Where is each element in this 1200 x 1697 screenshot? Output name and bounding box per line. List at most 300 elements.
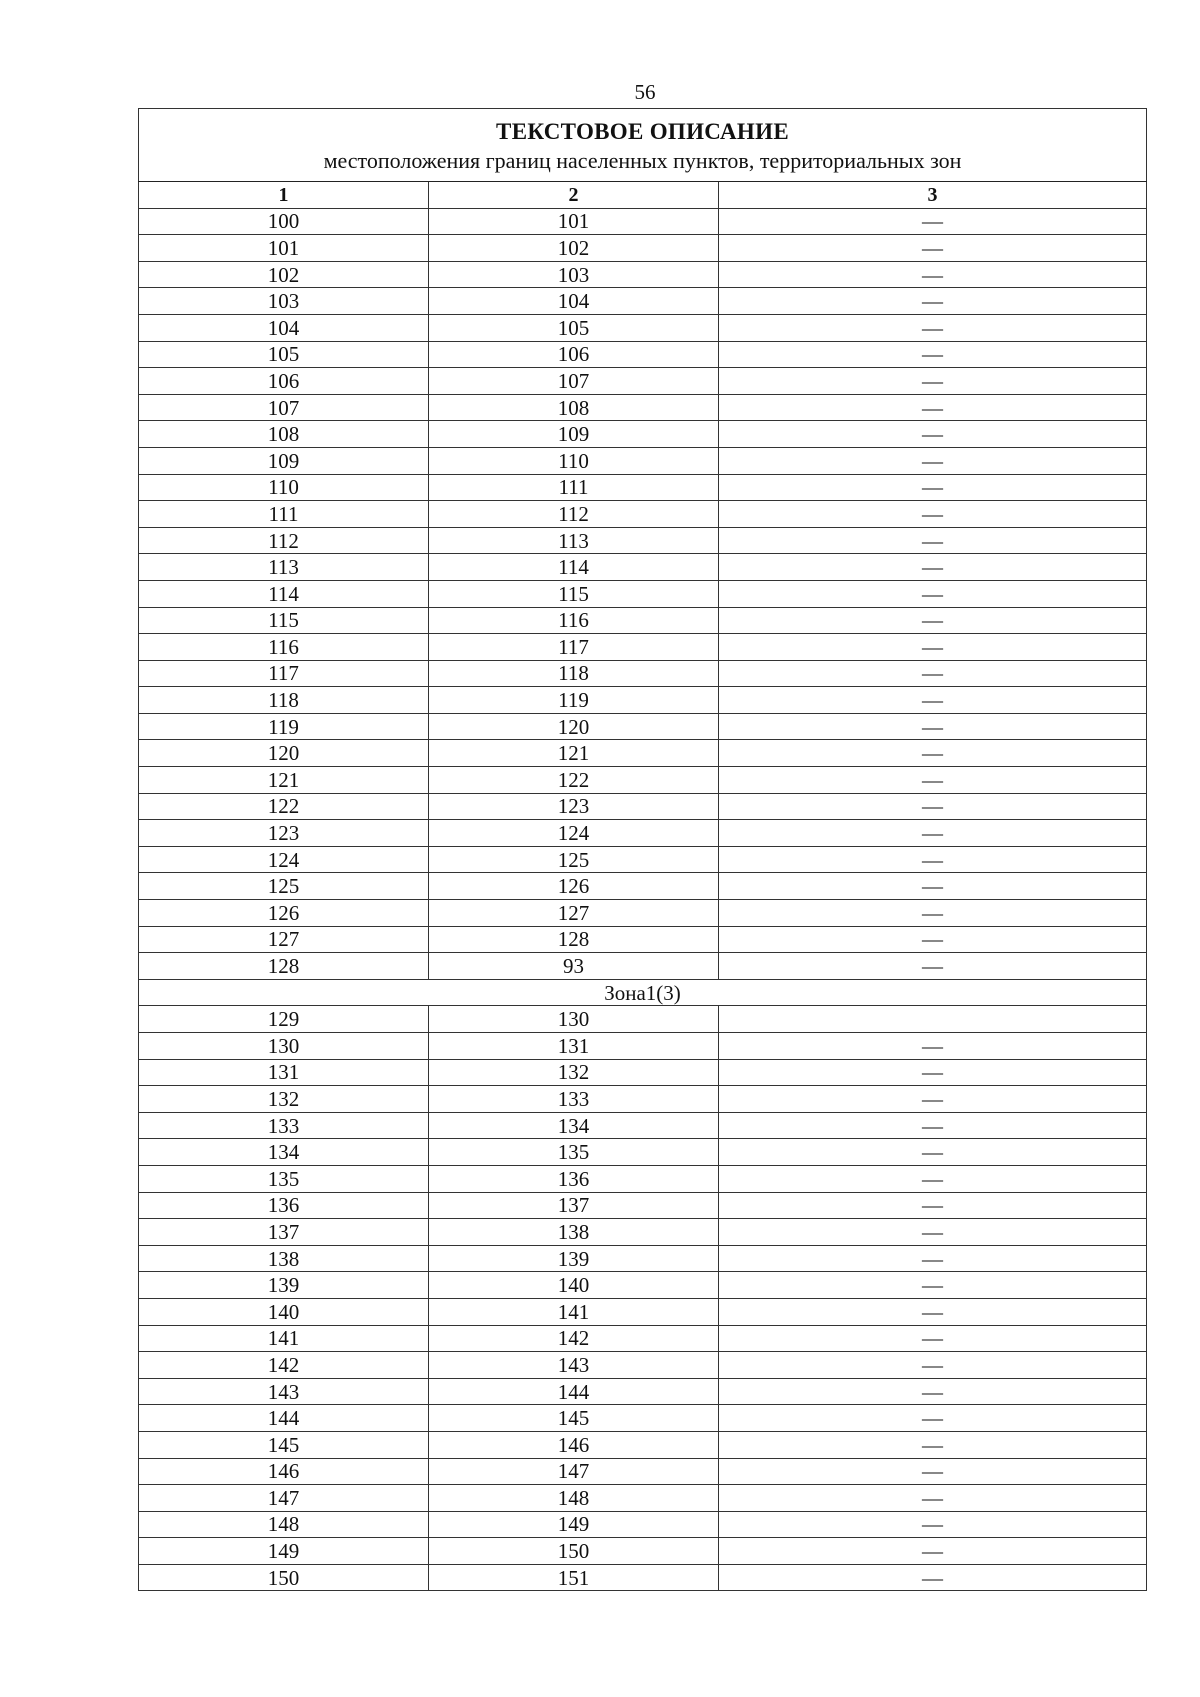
table-row <box>139 1112 1147 1139</box>
cell-col-1 <box>139 1378 429 1405</box>
cell-col-3 <box>719 953 1147 980</box>
cell-col-1 <box>139 1511 429 1538</box>
cell-col-2 <box>429 1352 719 1379</box>
cell-col-1 <box>139 580 429 607</box>
table-row <box>139 1485 1147 1512</box>
cell-col-2 <box>429 1219 719 1246</box>
dash-value: — <box>922 1060 943 1085</box>
point-number: 118 <box>268 688 299 713</box>
table-row <box>139 1405 1147 1432</box>
table-row <box>139 767 1147 794</box>
cell-col-2 <box>429 1511 719 1538</box>
point-number: 130 <box>267 1033 300 1058</box>
table-row <box>139 873 1147 900</box>
column-header-row <box>139 182 1147 209</box>
table-row <box>139 793 1147 820</box>
table-row <box>139 1139 1147 1166</box>
cell-col-1 <box>139 873 429 900</box>
cell-col-3 <box>719 474 1147 501</box>
cell-col-1 <box>139 261 429 288</box>
point-number: 136 <box>557 1166 590 1191</box>
dash-value: — <box>922 1246 943 1271</box>
cell-col-3 <box>719 1219 1147 1246</box>
dash-value: — <box>922 1140 943 1165</box>
cell-col-3 <box>719 235 1147 262</box>
table-row <box>139 1431 1147 1458</box>
cell-col-3 <box>719 1325 1147 1352</box>
cell-col-2 <box>429 208 719 235</box>
dash-value: — <box>922 1432 943 1457</box>
cell-col-1 <box>139 235 429 262</box>
cell-col-1 <box>139 1431 429 1458</box>
table-row <box>139 288 1147 315</box>
cell-col-3 <box>719 1086 1147 1113</box>
point-number: 150 <box>267 1565 300 1590</box>
table-row <box>139 447 1147 474</box>
cell-col-3 <box>719 793 1147 820</box>
table-row <box>139 394 1147 421</box>
dash-value: — <box>922 501 943 526</box>
table-row <box>139 261 1147 288</box>
cell-col-2 <box>429 873 719 900</box>
dash-value: — <box>922 1539 943 1564</box>
cell-col-3 <box>719 501 1147 528</box>
dash-value: — <box>922 821 943 846</box>
section-row <box>139 979 1147 1006</box>
point-number: 114 <box>558 555 589 580</box>
point-number: 148 <box>557 1485 590 1510</box>
table-row <box>139 1538 1147 1565</box>
dash-value: — <box>922 794 943 819</box>
point-number: 123 <box>267 821 300 846</box>
cell-col-1 <box>139 474 429 501</box>
cell-col-3 <box>719 820 1147 847</box>
dash-value: — <box>922 235 943 260</box>
table-row <box>139 1086 1147 1113</box>
dash-value: — <box>922 634 943 659</box>
point-number: 128 <box>557 927 590 952</box>
point-number: 121 <box>557 741 590 766</box>
document-title: ТЕКСТОВОЕ ОПИСАНИЕ <box>496 119 789 144</box>
table-row <box>139 900 1147 927</box>
cell-col-3 <box>719 1006 1147 1033</box>
column-header-3: 3 <box>719 182 1147 209</box>
cell-col-2 <box>429 235 719 262</box>
point-number: 125 <box>557 847 590 872</box>
cell-col-2 <box>429 501 719 528</box>
cell-col-2 <box>429 1325 719 1352</box>
dash-value: — <box>922 688 943 713</box>
point-number: 146 <box>267 1459 300 1484</box>
cell-col-3 <box>719 1192 1147 1219</box>
table-row <box>139 1059 1147 1086</box>
cell-col-2 <box>429 900 719 927</box>
point-number: 101 <box>557 209 590 234</box>
cell-col-2 <box>429 1192 719 1219</box>
cell-col-2 <box>429 767 719 794</box>
cell-col-1 <box>139 793 429 820</box>
cell-col-2 <box>429 687 719 714</box>
cell-col-2 <box>429 1485 719 1512</box>
column-header-2: 2 <box>429 182 719 209</box>
point-number: 143 <box>557 1352 590 1377</box>
cell-col-3 <box>719 368 1147 395</box>
table-row <box>139 1272 1147 1299</box>
cell-col-1 <box>139 1086 429 1113</box>
point-number: 111 <box>268 501 299 526</box>
cell-col-3 <box>719 1458 1147 1485</box>
dash-value: — <box>922 1485 943 1510</box>
point-number: 147 <box>267 1485 300 1510</box>
cell-col-1 <box>139 394 429 421</box>
table-row <box>139 1033 1147 1060</box>
title-row <box>139 109 1147 182</box>
cell-col-3 <box>719 1405 1147 1432</box>
point-number: 144 <box>267 1406 300 1431</box>
point-number: 138 <box>557 1219 590 1244</box>
table-row <box>139 1458 1147 1485</box>
table-row <box>139 368 1147 395</box>
cell-col-3 <box>719 1165 1147 1192</box>
table-row <box>139 926 1147 953</box>
point-number: 148 <box>267 1512 300 1537</box>
cell-col-2 <box>429 554 719 581</box>
point-number: 130 <box>557 1007 590 1032</box>
cell-col-2 <box>429 926 719 953</box>
cell-col-3 <box>719 1378 1147 1405</box>
point-number: 116 <box>558 608 589 633</box>
cell-col-3 <box>719 527 1147 554</box>
point-number: 139 <box>557 1246 590 1271</box>
point-number: 112 <box>268 528 299 553</box>
point-number: 141 <box>267 1326 300 1351</box>
dash-value: — <box>922 581 943 606</box>
point-number: 102 <box>267 262 300 287</box>
cell-col-1 <box>139 447 429 474</box>
cell-col-1 <box>139 1458 429 1485</box>
table-row <box>139 554 1147 581</box>
point-number: 132 <box>557 1060 590 1085</box>
cell-col-1 <box>139 820 429 847</box>
point-number: 119 <box>268 714 299 739</box>
point-number: 146 <box>557 1432 590 1457</box>
cell-col-2 <box>429 1086 719 1113</box>
dash-value: — <box>922 342 943 367</box>
point-number: 107 <box>267 395 300 420</box>
point-number: 103 <box>557 262 590 287</box>
point-number: 93 <box>563 954 584 979</box>
table-row <box>139 474 1147 501</box>
table-row <box>139 580 1147 607</box>
title-cell <box>139 109 1147 182</box>
table-row <box>139 1165 1147 1192</box>
table-row <box>139 1378 1147 1405</box>
point-number: 140 <box>267 1299 300 1324</box>
point-number: 107 <box>557 368 590 393</box>
point-number: 124 <box>557 821 590 846</box>
cell-col-2 <box>429 713 719 740</box>
table-row <box>139 660 1147 687</box>
point-number: 113 <box>558 528 589 553</box>
cell-col-1 <box>139 740 429 767</box>
cell-col-2 <box>429 447 719 474</box>
point-number: 106 <box>267 368 300 393</box>
point-number: 145 <box>267 1432 300 1457</box>
dash-value: — <box>922 874 943 899</box>
table-row <box>139 1325 1147 1352</box>
cell-col-2 <box>429 341 719 368</box>
point-number: 111 <box>558 475 589 500</box>
point-number: 109 <box>267 448 300 473</box>
table-row <box>139 421 1147 448</box>
cell-col-1 <box>139 1538 429 1565</box>
cell-col-1 <box>139 846 429 873</box>
cell-col-3 <box>719 713 1147 740</box>
cell-col-3 <box>719 1298 1147 1325</box>
cell-col-3 <box>719 607 1147 634</box>
dash-value: — <box>922 448 943 473</box>
table-row <box>139 1564 1147 1591</box>
point-number: 122 <box>557 767 590 792</box>
cell-col-1 <box>139 421 429 448</box>
cell-col-2 <box>429 421 719 448</box>
cell-col-1 <box>139 501 429 528</box>
dash-value: — <box>922 927 943 952</box>
dash-value: — <box>922 1219 943 1244</box>
dash-value: — <box>922 767 943 792</box>
cell-col-3 <box>719 394 1147 421</box>
point-number: 129 <box>267 1007 300 1032</box>
cell-col-1 <box>139 1298 429 1325</box>
cell-col-2 <box>429 1139 719 1166</box>
point-number: 142 <box>557 1326 590 1351</box>
point-number: 114 <box>268 581 299 606</box>
dash-value: — <box>922 475 943 500</box>
cell-col-3 <box>719 1112 1147 1139</box>
cell-col-3 <box>719 873 1147 900</box>
point-number: 147 <box>557 1459 590 1484</box>
cell-col-1 <box>139 607 429 634</box>
dash-value: — <box>922 1086 943 1111</box>
dash-value: — <box>922 714 943 739</box>
point-number: 116 <box>268 634 299 659</box>
cell-col-2 <box>429 846 719 873</box>
point-number: 118 <box>558 661 589 686</box>
point-number: 143 <box>267 1379 300 1404</box>
cell-col-2 <box>429 634 719 661</box>
dash-value: — <box>922 209 943 234</box>
cell-col-2 <box>429 368 719 395</box>
point-number: 120 <box>557 714 590 739</box>
dash-value: — <box>922 608 943 633</box>
cell-col-3 <box>719 580 1147 607</box>
cell-col-2 <box>429 314 719 341</box>
point-number: 108 <box>557 395 590 420</box>
cell-col-2 <box>429 580 719 607</box>
point-number: 109 <box>557 422 590 447</box>
cell-col-1 <box>139 1219 429 1246</box>
cell-col-1 <box>139 314 429 341</box>
table-row <box>139 527 1147 554</box>
cell-col-3 <box>719 341 1147 368</box>
cell-col-3 <box>719 1059 1147 1086</box>
table-row <box>139 953 1147 980</box>
point-number: 121 <box>267 767 300 792</box>
cell-col-2 <box>429 953 719 980</box>
point-number: 149 <box>557 1512 590 1537</box>
table-row <box>139 846 1147 873</box>
point-number: 135 <box>557 1140 590 1165</box>
point-number: 126 <box>267 900 300 925</box>
cell-col-2 <box>429 527 719 554</box>
cell-col-3 <box>719 1511 1147 1538</box>
dash-value: — <box>922 1326 943 1351</box>
column-header-1: 1 <box>139 182 429 209</box>
cell-col-3 <box>719 554 1147 581</box>
table-row <box>139 1298 1147 1325</box>
dash-value: — <box>922 315 943 340</box>
cell-col-3 <box>719 687 1147 714</box>
cell-col-2 <box>429 1272 719 1299</box>
cell-col-3 <box>719 1485 1147 1512</box>
cell-col-3 <box>719 1431 1147 1458</box>
dash-value: — <box>922 1273 943 1298</box>
cell-col-1 <box>139 1245 429 1272</box>
cell-col-1 <box>139 1405 429 1432</box>
cell-col-1 <box>139 634 429 661</box>
table-row <box>139 713 1147 740</box>
dash-value: — <box>922 661 943 686</box>
point-number: 128 <box>267 954 300 979</box>
point-number: 105 <box>557 315 590 340</box>
dash-value: — <box>922 1299 943 1324</box>
point-number: 140 <box>557 1273 590 1298</box>
cell-col-2 <box>429 1458 719 1485</box>
point-number: 106 <box>557 342 590 367</box>
table-row <box>139 634 1147 661</box>
point-number: 101 <box>267 235 300 260</box>
point-number: 122 <box>267 794 300 819</box>
point-number: 136 <box>267 1193 300 1218</box>
cell-col-1 <box>139 767 429 794</box>
point-number: 131 <box>557 1033 590 1058</box>
cell-col-1 <box>139 1352 429 1379</box>
cell-col-2 <box>429 1006 719 1033</box>
cell-col-3 <box>719 1352 1147 1379</box>
point-number: 104 <box>267 315 300 340</box>
cell-col-1 <box>139 1059 429 1086</box>
point-number: 134 <box>267 1140 300 1165</box>
cell-col-3 <box>719 846 1147 873</box>
cell-col-1 <box>139 368 429 395</box>
cell-col-1 <box>139 1112 429 1139</box>
cell-col-2 <box>429 1431 719 1458</box>
point-number: 126 <box>557 874 590 899</box>
point-number: 150 <box>557 1539 590 1564</box>
cell-col-3 <box>719 767 1147 794</box>
cell-col-1 <box>139 687 429 714</box>
table-row <box>139 1006 1147 1033</box>
dash-value: — <box>922 1512 943 1537</box>
cell-col-1 <box>139 900 429 927</box>
cell-col-3 <box>719 1538 1147 1565</box>
point-number: 141 <box>557 1299 590 1324</box>
point-number: 117 <box>268 661 299 686</box>
dash-value: — <box>922 555 943 580</box>
dash-value: — <box>922 1459 943 1484</box>
cell-col-1 <box>139 527 429 554</box>
cell-col-2 <box>429 660 719 687</box>
dash-value: — <box>922 395 943 420</box>
cell-col-1 <box>139 1564 429 1591</box>
dash-value: — <box>922 1166 943 1191</box>
cell-col-1 <box>139 1272 429 1299</box>
cell-col-3 <box>719 1139 1147 1166</box>
point-number: 108 <box>267 422 300 447</box>
cell-col-2 <box>429 288 719 315</box>
dash-value: — <box>922 954 943 979</box>
cell-col-2 <box>429 1165 719 1192</box>
point-number: 127 <box>557 900 590 925</box>
dash-value: — <box>922 1379 943 1404</box>
point-number: 110 <box>558 448 589 473</box>
cell-col-1 <box>139 341 429 368</box>
cell-col-3 <box>719 1033 1147 1060</box>
cell-col-2 <box>429 474 719 501</box>
cell-col-3 <box>719 1564 1147 1591</box>
document-subtitle: местоположения границ населенных пунктов, территориальных зон <box>323 148 962 173</box>
cell-col-1 <box>139 554 429 581</box>
cell-col-3 <box>719 900 1147 927</box>
table-row <box>139 1192 1147 1219</box>
dash-value: — <box>922 368 943 393</box>
point-number: 103 <box>267 289 300 314</box>
point-number: 145 <box>557 1406 590 1431</box>
cell-col-2 <box>429 1112 719 1139</box>
cell-col-3 <box>719 1245 1147 1272</box>
cell-col-1 <box>139 1325 429 1352</box>
cell-col-2 <box>429 1538 719 1565</box>
point-number: 149 <box>267 1539 300 1564</box>
point-number: 142 <box>267 1352 300 1377</box>
dash-value: — <box>922 1352 943 1377</box>
dash-value: — <box>922 528 943 553</box>
point-number: 144 <box>557 1379 590 1404</box>
point-number: 133 <box>267 1113 300 1138</box>
cell-col-2 <box>429 261 719 288</box>
cell-col-2 <box>429 394 719 421</box>
point-number: 127 <box>267 927 300 952</box>
dash-value: — <box>922 1406 943 1431</box>
dash-value: — <box>922 847 943 872</box>
cell-col-2 <box>429 1033 719 1060</box>
point-number: 137 <box>557 1193 590 1218</box>
table-row <box>139 314 1147 341</box>
point-number: 105 <box>267 342 300 367</box>
table-row <box>139 687 1147 714</box>
cell-col-3 <box>719 660 1147 687</box>
table-row <box>139 501 1147 528</box>
dash-value: — <box>922 1033 943 1058</box>
point-number: 117 <box>558 634 589 659</box>
cell-col-3 <box>719 1272 1147 1299</box>
table-row <box>139 1245 1147 1272</box>
dash-value: — <box>922 422 943 447</box>
point-number: 120 <box>267 741 300 766</box>
cell-col-2 <box>429 1564 719 1591</box>
point-number: 151 <box>557 1565 590 1590</box>
cell-col-1 <box>139 208 429 235</box>
